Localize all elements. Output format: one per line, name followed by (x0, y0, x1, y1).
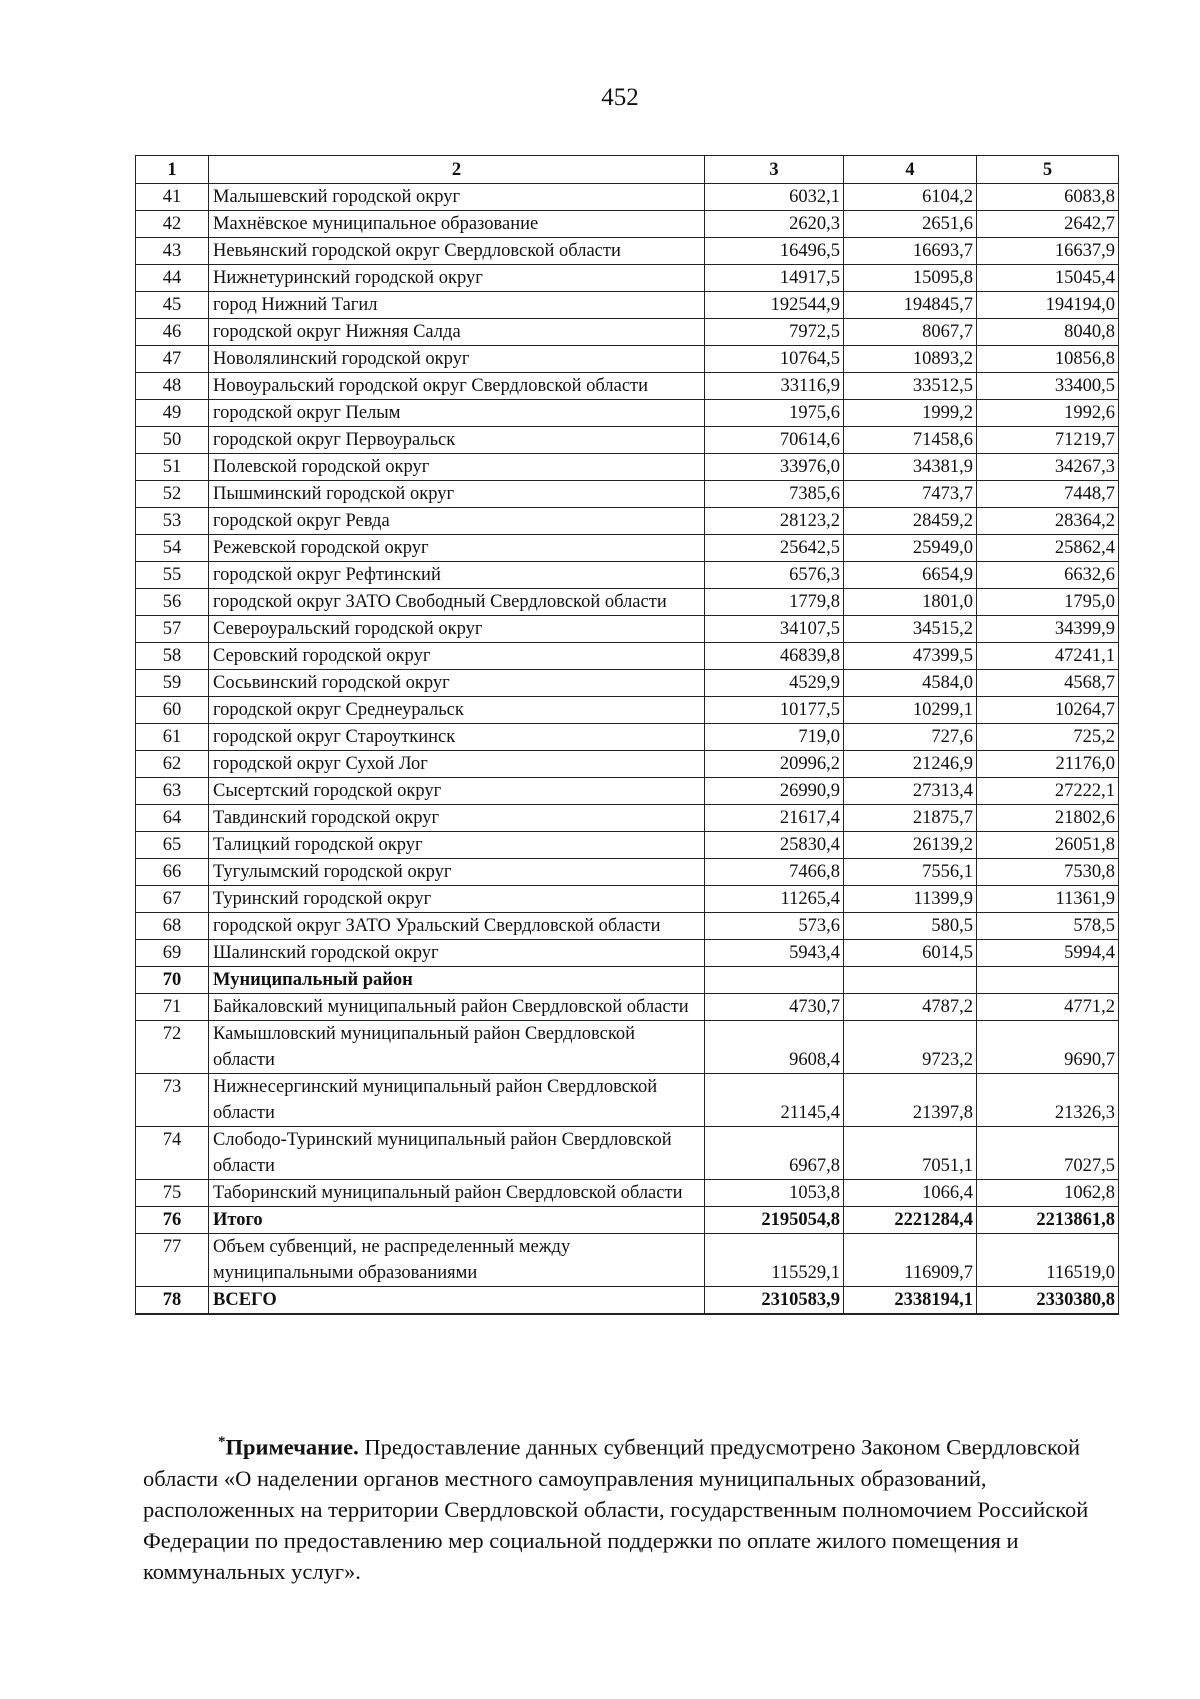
table-row (136, 292, 1119, 319)
value-col5-cell: 1062,8 (977, 1180, 1119, 1207)
value-col3-cell: 7466,8 (705, 859, 844, 886)
table-row (136, 400, 1119, 427)
value-col4-cell: 7473,7 (844, 481, 977, 508)
value-col4-cell: 1999,2 (844, 400, 977, 427)
table-row (136, 346, 1119, 373)
value-col4-cell: 727,6 (844, 724, 977, 751)
value-col5-cell: 47241,1 (977, 643, 1119, 670)
value-col4-cell: 21875,7 (844, 805, 977, 832)
value-col3-cell: 719,0 (705, 724, 844, 751)
row-number-cell: 64 (136, 805, 209, 832)
municipality-name-cell: Сосьвинский городской округ (209, 670, 705, 697)
row-number-cell: 66 (136, 859, 209, 886)
value-col4-cell (844, 967, 977, 994)
value-col3-cell: 2310583,9 (705, 1287, 844, 1315)
row-number-cell: 55 (136, 562, 209, 589)
value-col3-cell: 70614,6 (705, 427, 844, 454)
row-number-cell: 51 (136, 454, 209, 481)
value-col4-cell: 21397,8 (844, 1074, 977, 1127)
value-col5-cell: 5994,4 (977, 940, 1119, 967)
row-number-cell: 77 (136, 1234, 209, 1287)
row-number-cell: 68 (136, 913, 209, 940)
value-col3-cell: 2195054,8 (705, 1207, 844, 1234)
table-row (136, 643, 1119, 670)
value-col3-cell: 2620,3 (705, 211, 844, 238)
table-row (136, 481, 1119, 508)
value-col4-cell: 4787,2 (844, 994, 977, 1021)
row-number-cell: 65 (136, 832, 209, 859)
value-col3-cell: 7385,6 (705, 481, 844, 508)
value-col5-cell: 1992,6 (977, 400, 1119, 427)
table-row (136, 238, 1119, 265)
column-header-2: 2 (209, 156, 705, 184)
municipality-name-cell: городской округ ЗАТО Уральский Свердловской области (209, 913, 705, 940)
table-row (136, 319, 1119, 346)
value-col5-cell: 16637,9 (977, 238, 1119, 265)
value-col5-cell: 194194,0 (977, 292, 1119, 319)
value-col3-cell: 115529,1 (705, 1234, 844, 1287)
value-col5-cell: 21326,3 (977, 1074, 1119, 1127)
row-number-cell: 70 (136, 967, 209, 994)
row-number-cell: 61 (136, 724, 209, 751)
value-col3-cell: 21617,4 (705, 805, 844, 832)
row-number-cell: 56 (136, 589, 209, 616)
value-col3-cell: 28123,2 (705, 508, 844, 535)
value-col5-cell: 10264,7 (977, 697, 1119, 724)
municipality-name-cell: Полевской городской округ (209, 454, 705, 481)
value-col3-cell: 26990,9 (705, 778, 844, 805)
municipality-name-cell: городской округ Ревда (209, 508, 705, 535)
table-row (136, 427, 1119, 454)
column-header-4: 4 (844, 156, 977, 184)
value-col4-cell: 25949,0 (844, 535, 977, 562)
municipality-name-cell: городской округ Пелым (209, 400, 705, 427)
value-col3-cell: 20996,2 (705, 751, 844, 778)
table-row (136, 859, 1119, 886)
row-number-cell: 49 (136, 400, 209, 427)
table-row (136, 535, 1119, 562)
row-number-cell: 60 (136, 697, 209, 724)
row-number-cell: 52 (136, 481, 209, 508)
value-col3-cell: 6032,1 (705, 184, 844, 211)
municipality-name-cell: Тавдинский городской округ (209, 805, 705, 832)
value-col5-cell: 7027,5 (977, 1127, 1119, 1180)
table-row (136, 1074, 1119, 1127)
table-row (136, 778, 1119, 805)
municipality-name-cell: Туринский городской округ (209, 886, 705, 913)
row-number-cell: 53 (136, 508, 209, 535)
table-row (136, 1127, 1119, 1180)
value-col4-cell: 10299,1 (844, 697, 977, 724)
value-col3-cell: 10764,5 (705, 346, 844, 373)
table-row (136, 967, 1119, 994)
table-row (136, 994, 1119, 1021)
row-number-cell: 43 (136, 238, 209, 265)
value-col4-cell: 21246,9 (844, 751, 977, 778)
value-col4-cell: 2221284,4 (844, 1207, 977, 1234)
municipality-name-cell: Итого (209, 1207, 705, 1234)
table-row (136, 616, 1119, 643)
municipality-name-cell: Новолялинский городской округ (209, 346, 705, 373)
row-number-cell: 67 (136, 886, 209, 913)
table-row (136, 373, 1119, 400)
value-col5-cell: 6083,8 (977, 184, 1119, 211)
municipality-name-cell: Махнёвское муниципальное образование (209, 211, 705, 238)
value-col5-cell: 7530,8 (977, 859, 1119, 886)
value-col4-cell: 6014,5 (844, 940, 977, 967)
table-row (136, 886, 1119, 913)
value-col5-cell: 9690,7 (977, 1021, 1119, 1074)
value-col4-cell: 6104,2 (844, 184, 977, 211)
row-number-cell: 54 (136, 535, 209, 562)
value-col5-cell: 21802,6 (977, 805, 1119, 832)
municipality-name-cell: Тугулымский городской округ (209, 859, 705, 886)
row-number-cell: 78 (136, 1287, 209, 1315)
table-row (136, 211, 1119, 238)
value-col4-cell: 9723,2 (844, 1021, 977, 1074)
table-row (136, 724, 1119, 751)
column-header-3: 3 (705, 156, 844, 184)
row-number-cell: 62 (136, 751, 209, 778)
municipality-name-cell: Пышминский городской округ (209, 481, 705, 508)
municipality-name-cell: Камышловский муниципальный район Свердловской области (209, 1021, 705, 1074)
value-col3-cell: 14917,5 (705, 265, 844, 292)
footnote-label: Примечание. (225, 1434, 359, 1460)
column-header-1: 1 (136, 156, 209, 184)
page-number: 452 (601, 84, 639, 111)
table-row (136, 1287, 1119, 1315)
table-header-row (136, 156, 1119, 184)
row-number-cell: 73 (136, 1074, 209, 1127)
footnote (143, 1427, 1093, 1587)
table-row (136, 265, 1119, 292)
value-col4-cell: 2651,6 (844, 211, 977, 238)
value-col4-cell: 194845,7 (844, 292, 977, 319)
value-col5-cell: 2330380,8 (977, 1287, 1119, 1315)
value-col3-cell: 1779,8 (705, 589, 844, 616)
value-col5-cell: 2642,7 (977, 211, 1119, 238)
value-col3-cell: 573,6 (705, 913, 844, 940)
row-number-cell: 76 (136, 1207, 209, 1234)
municipality-name-cell: городской округ ЗАТО Свободный Свердловской области (209, 589, 705, 616)
value-col3-cell: 1053,8 (705, 1180, 844, 1207)
value-col3-cell: 9608,4 (705, 1021, 844, 1074)
value-col3-cell: 6967,8 (705, 1127, 844, 1180)
value-col4-cell: 27313,4 (844, 778, 977, 805)
value-col4-cell: 10893,2 (844, 346, 977, 373)
value-col5-cell: 4568,7 (977, 670, 1119, 697)
value-col4-cell: 8067,7 (844, 319, 977, 346)
table-row (136, 913, 1119, 940)
table-row (136, 508, 1119, 535)
value-col5-cell: 21176,0 (977, 751, 1119, 778)
value-col5-cell: 10856,8 (977, 346, 1119, 373)
value-col3-cell: 33976,0 (705, 454, 844, 481)
value-col5-cell (977, 967, 1119, 994)
value-col3-cell: 33116,9 (705, 373, 844, 400)
value-col3-cell: 16496,5 (705, 238, 844, 265)
value-col4-cell: 1801,0 (844, 589, 977, 616)
table-row (136, 1207, 1119, 1234)
municipality-name-cell: Североуральский городской округ (209, 616, 705, 643)
row-number-cell: 75 (136, 1180, 209, 1207)
table-row (136, 1021, 1119, 1074)
value-col5-cell: 8040,8 (977, 319, 1119, 346)
value-col5-cell: 6632,6 (977, 562, 1119, 589)
value-col5-cell: 7448,7 (977, 481, 1119, 508)
footnote-paragraph (143, 1427, 1093, 1587)
row-number-cell: 71 (136, 994, 209, 1021)
value-col3-cell: 192544,9 (705, 292, 844, 319)
row-number-cell: 42 (136, 211, 209, 238)
table-row (136, 697, 1119, 724)
value-col4-cell: 580,5 (844, 913, 977, 940)
value-col5-cell: 15045,4 (977, 265, 1119, 292)
row-number-cell: 47 (136, 346, 209, 373)
value-col3-cell: 46839,8 (705, 643, 844, 670)
value-col4-cell: 11399,9 (844, 886, 977, 913)
value-col4-cell: 15095,8 (844, 265, 977, 292)
value-col5-cell: 28364,2 (977, 508, 1119, 535)
table-row (136, 670, 1119, 697)
value-col5-cell: 4771,2 (977, 994, 1119, 1021)
table-body (136, 184, 1119, 1315)
table-row (136, 940, 1119, 967)
municipality-name-cell: городской округ Рефтинский (209, 562, 705, 589)
table-row (136, 832, 1119, 859)
municipality-name-cell: Муниципальный район (209, 967, 705, 994)
value-col4-cell: 47399,5 (844, 643, 977, 670)
table-row (136, 589, 1119, 616)
row-number-cell: 63 (136, 778, 209, 805)
value-col5-cell: 25862,4 (977, 535, 1119, 562)
municipality-name-cell: Режевской городской округ (209, 535, 705, 562)
value-col3-cell: 10177,5 (705, 697, 844, 724)
value-col3-cell: 5943,4 (705, 940, 844, 967)
value-col5-cell: 33400,5 (977, 373, 1119, 400)
footnote-text: Предоставление данных субвенций предусмотрено Законом Свердловской области «О наделении органов местного самоуправления муниципальных образований, расположенных на территории Свердловской области, государственным полномочием Российской Федерации по предоставлению мер социальной поддержки по оплате жилого помещения и коммунальных услуг». (143, 1434, 1089, 1584)
value-col3-cell: 11265,4 (705, 886, 844, 913)
municipality-name-cell: Объем субвенций, не распределенный между муниципальными образованиями (209, 1234, 705, 1287)
municipality-name-cell: городской округ Первоуральск (209, 427, 705, 454)
row-number-cell: 41 (136, 184, 209, 211)
value-col5-cell: 26051,8 (977, 832, 1119, 859)
value-col3-cell: 25830,4 (705, 832, 844, 859)
table-row (136, 1234, 1119, 1287)
value-col5-cell: 11361,9 (977, 886, 1119, 913)
municipality-name-cell: Шалинский городской округ (209, 940, 705, 967)
row-number-cell: 74 (136, 1127, 209, 1180)
value-col4-cell: 116909,7 (844, 1234, 977, 1287)
value-col3-cell: 34107,5 (705, 616, 844, 643)
value-col3-cell: 6576,3 (705, 562, 844, 589)
municipality-name-cell: Невьянский городской округ Свердловской области (209, 238, 705, 265)
footnote-marker: * (218, 1434, 226, 1450)
municipality-name-cell: Серовский городской округ (209, 643, 705, 670)
municipality-name-cell: Байкаловский муниципальный район Свердловской области (209, 994, 705, 1021)
value-col5-cell: 34399,9 (977, 616, 1119, 643)
value-col3-cell: 4730,7 (705, 994, 844, 1021)
value-col5-cell: 34267,3 (977, 454, 1119, 481)
row-number-cell: 45 (136, 292, 209, 319)
value-col5-cell: 1795,0 (977, 589, 1119, 616)
value-col3-cell: 7972,5 (705, 319, 844, 346)
row-number-cell: 44 (136, 265, 209, 292)
row-number-cell: 57 (136, 616, 209, 643)
table-row (136, 562, 1119, 589)
municipality-name-cell: Слободо-Туринский муниципальный район Свердловской области (209, 1127, 705, 1180)
value-col4-cell: 26139,2 (844, 832, 977, 859)
value-col5-cell: 116519,0 (977, 1234, 1119, 1287)
value-col4-cell: 28459,2 (844, 508, 977, 535)
municipality-name-cell: ВСЕГО (209, 1287, 705, 1315)
value-col4-cell: 33512,5 (844, 373, 977, 400)
row-number-cell: 50 (136, 427, 209, 454)
value-col3-cell: 25642,5 (705, 535, 844, 562)
value-col4-cell: 4584,0 (844, 670, 977, 697)
municipality-name-cell: городской округ Нижняя Салда (209, 319, 705, 346)
table-row (136, 1180, 1119, 1207)
municipality-name-cell: Таборинский муниципальный район Свердловской области (209, 1180, 705, 1207)
value-col3-cell (705, 967, 844, 994)
value-col4-cell: 6654,9 (844, 562, 977, 589)
subsidy-table (135, 155, 1119, 1315)
column-header-5: 5 (977, 156, 1119, 184)
row-number-cell: 48 (136, 373, 209, 400)
municipality-name-cell: городской округ Сухой Лог (209, 751, 705, 778)
municipality-name-cell: городской округ Староуткинск (209, 724, 705, 751)
value-col4-cell: 34381,9 (844, 454, 977, 481)
row-number-cell: 69 (136, 940, 209, 967)
value-col4-cell: 1066,4 (844, 1180, 977, 1207)
table-row (136, 805, 1119, 832)
municipality-name-cell: город Нижний Тагил (209, 292, 705, 319)
municipality-name-cell: Новоуральский городской округ Свердловской области (209, 373, 705, 400)
value-col4-cell: 7051,1 (844, 1127, 977, 1180)
municipality-name-cell: Сысертский городской округ (209, 778, 705, 805)
value-col3-cell: 1975,6 (705, 400, 844, 427)
municipality-name-cell: Малышевский городской округ (209, 184, 705, 211)
municipality-name-cell: Нижнесергинский муниципальный район Свердловской области (209, 1074, 705, 1127)
value-col4-cell: 16693,7 (844, 238, 977, 265)
value-col5-cell: 27222,1 (977, 778, 1119, 805)
table-row (136, 454, 1119, 481)
value-col4-cell: 2338194,1 (844, 1287, 977, 1315)
value-col5-cell: 2213861,8 (977, 1207, 1119, 1234)
value-col4-cell: 34515,2 (844, 616, 977, 643)
municipality-name-cell: Нижнетуринский городской округ (209, 265, 705, 292)
value-col4-cell: 7556,1 (844, 859, 977, 886)
value-col5-cell: 725,2 (977, 724, 1119, 751)
municipality-name-cell: Талицкий городской округ (209, 832, 705, 859)
row-number-cell: 46 (136, 319, 209, 346)
value-col3-cell: 4529,9 (705, 670, 844, 697)
row-number-cell: 58 (136, 643, 209, 670)
value-col3-cell: 21145,4 (705, 1074, 844, 1127)
value-col4-cell: 71458,6 (844, 427, 977, 454)
table-row (136, 184, 1119, 211)
row-number-cell: 59 (136, 670, 209, 697)
row-number-cell: 72 (136, 1021, 209, 1074)
table-row (136, 751, 1119, 778)
value-col5-cell: 578,5 (977, 913, 1119, 940)
municipality-name-cell: городской округ Среднеуральск (209, 697, 705, 724)
value-col5-cell: 71219,7 (977, 427, 1119, 454)
